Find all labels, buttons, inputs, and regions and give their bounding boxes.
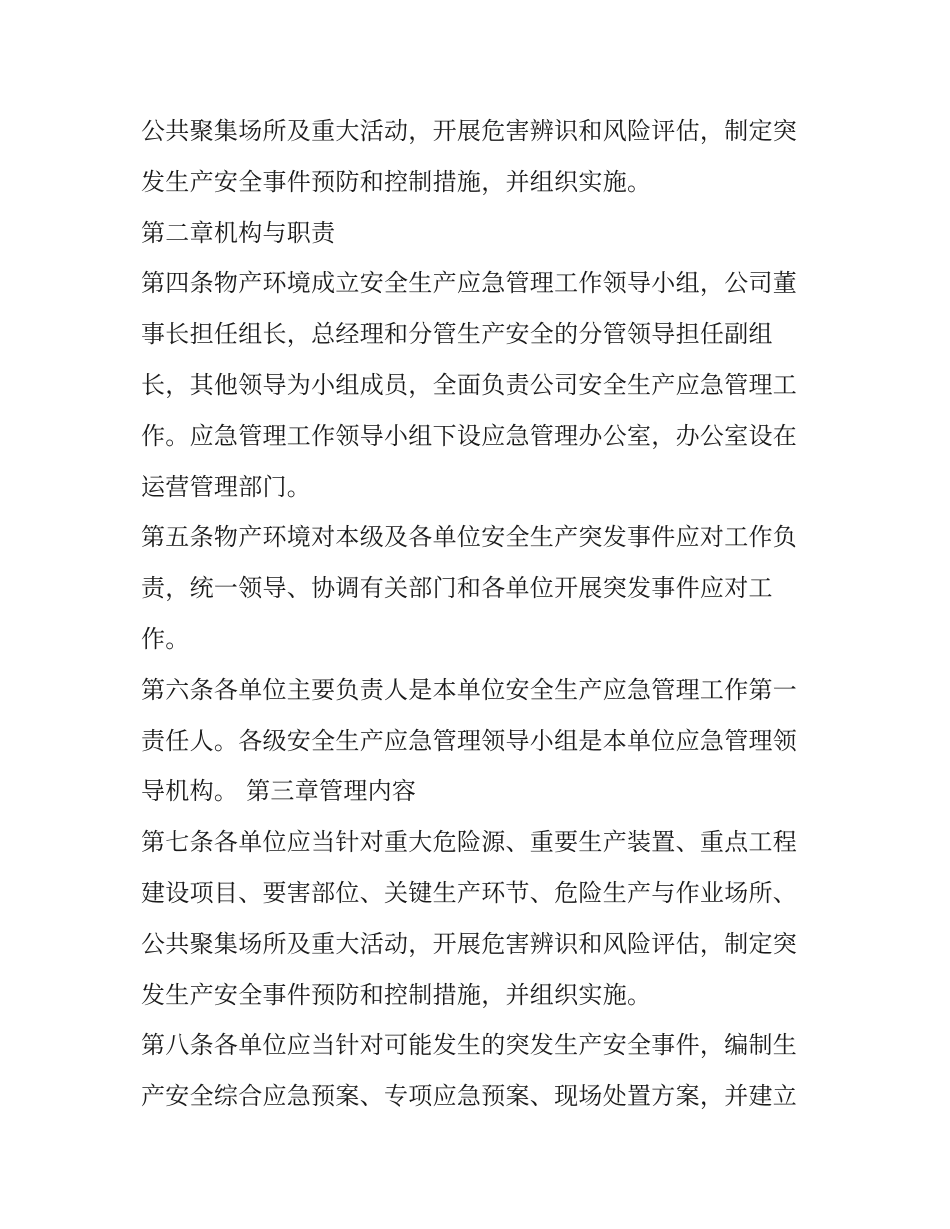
text-line: 第五条物产环境对本级及各单位安全生产突发事件应对工作负 [141,523,798,552]
chapter-heading: 第二章机构与职责 [141,218,336,247]
text-line: 导机构。 第三章管理内容 [141,777,417,806]
text-line: 公共聚集场所及重大活动，开展危害辨识和风险评估，制定突 [141,117,798,145]
text-line: 第四条物产环境成立安全生产应急管理工作领导小组，公司董 [141,269,798,298]
text-line: 第七条各单位应当针对重大危险源、重要生产装置、重点工程 [141,828,798,857]
text-line: 运营管理部门。 [141,472,312,501]
text-line: 公共聚集场所及重大活动，开展危害辨识和风险评估，制定突 [141,929,798,958]
text-line: 作。应急管理工作领导小组下设应急管理办公室，办公室设在 [141,421,798,450]
text-line: 长，其他领导为小组成员，全面负责公司安全生产应急管理工 [141,370,798,399]
text-line: 事长担任组长，总经理和分管生产安全的分管领导担任副组 [141,320,773,349]
text-line: 作。 [141,624,190,653]
text-line: 第八条各单位应当针对可能发生的突发生产安全事件，编制生 [141,1031,798,1060]
text-line: 责任人。各级安全生产应急管理领导小组是本单位应急管理领 [141,726,798,755]
text-line: 建设项目、要害部位、关键生产环节、危险生产与作业场所、 [141,878,798,907]
text-line: 产安全综合应急预案、专项应急预案、现场处置方案，并建立 [141,1082,798,1111]
document-page [141,111,821,1127]
text-line: 发生产安全事件预防和控制措施，并组织实施。 [141,167,652,196]
text-line: 责，统一领导、协调有关部门和各单位开展突发事件应对工 [141,574,773,603]
text-line: 发生产安全事件预防和控制措施，并组织实施。 [141,980,652,1009]
text-line: 第六条各单位主要负责人是本单位安全生产应急管理工作第一 [141,675,798,704]
